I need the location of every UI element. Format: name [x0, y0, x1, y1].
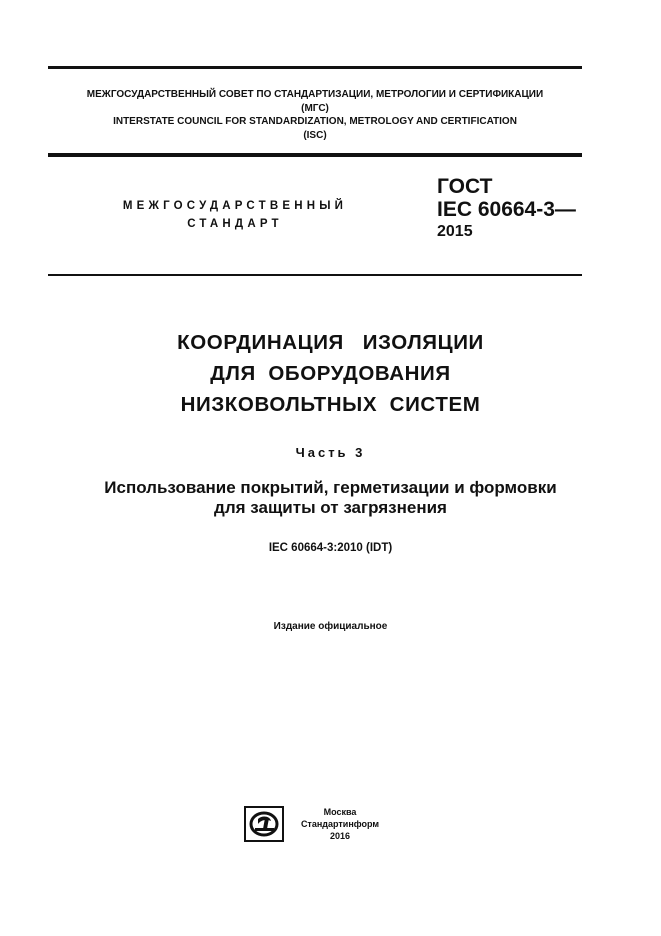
- standartinform-logo-icon: [244, 806, 284, 842]
- part-label: Часть 3: [295, 445, 366, 460]
- title-line1: КООРДИНАЦИЯ ИЗОЛЯЦИИ: [177, 331, 484, 354]
- standard-type: [95, 197, 375, 233]
- publisher: [290, 806, 390, 842]
- council-abbr-ru: (МГС): [301, 102, 329, 114]
- standard-type-line1: МЕЖГОСУДАРСТВЕННЫЙ: [122, 200, 348, 212]
- edition-label: Издание официальное: [273, 621, 388, 632]
- gost-year: 2015: [437, 223, 473, 240]
- council-name-ru: МЕЖГОСУДАРСТВЕННЫЙ СОВЕТ ПО СТАНДАРТИЗАЦИИ, МЕТРОЛОГИИ И СЕРТИФИКАЦИИ: [86, 89, 544, 100]
- document-title: [0, 327, 661, 420]
- gost-designation: [437, 176, 576, 243]
- header-rule: [48, 153, 582, 157]
- standartinform-logo: [244, 806, 284, 842]
- publisher-year: 2016: [329, 831, 351, 841]
- publisher-city: Москва: [323, 807, 357, 817]
- top-rule: [48, 66, 582, 69]
- gost-number: IEC 60664-3—: [437, 198, 576, 221]
- council-name-en: INTERSTATE COUNCIL FOR STANDARDIZATION, METROLOGY AND CERTIFICATION: [113, 116, 517, 127]
- iec-equivalence: IEC 60664-3:2010 (IDT): [268, 542, 393, 554]
- gost-prefix: ГОСТ: [437, 175, 493, 198]
- council-header: [48, 88, 582, 142]
- standard-type-line2: СТАНДАРТ: [187, 218, 283, 230]
- part-title-line2: для защиты от загрязнения: [214, 498, 447, 517]
- title-line2: ДЛЯ ОБОРУДОВАНИЯ: [210, 362, 451, 385]
- council-abbr-en: (ISC): [303, 129, 327, 141]
- part-title-line1: Использование покрытий, герметизации и формовки: [104, 478, 557, 497]
- designation-rule: [48, 274, 582, 276]
- part-title: [0, 478, 661, 518]
- title-line3: НИЗКОВОЛЬТНЫХ СИСТЕМ: [180, 393, 481, 416]
- publisher-name: Стандартинформ: [300, 819, 380, 829]
